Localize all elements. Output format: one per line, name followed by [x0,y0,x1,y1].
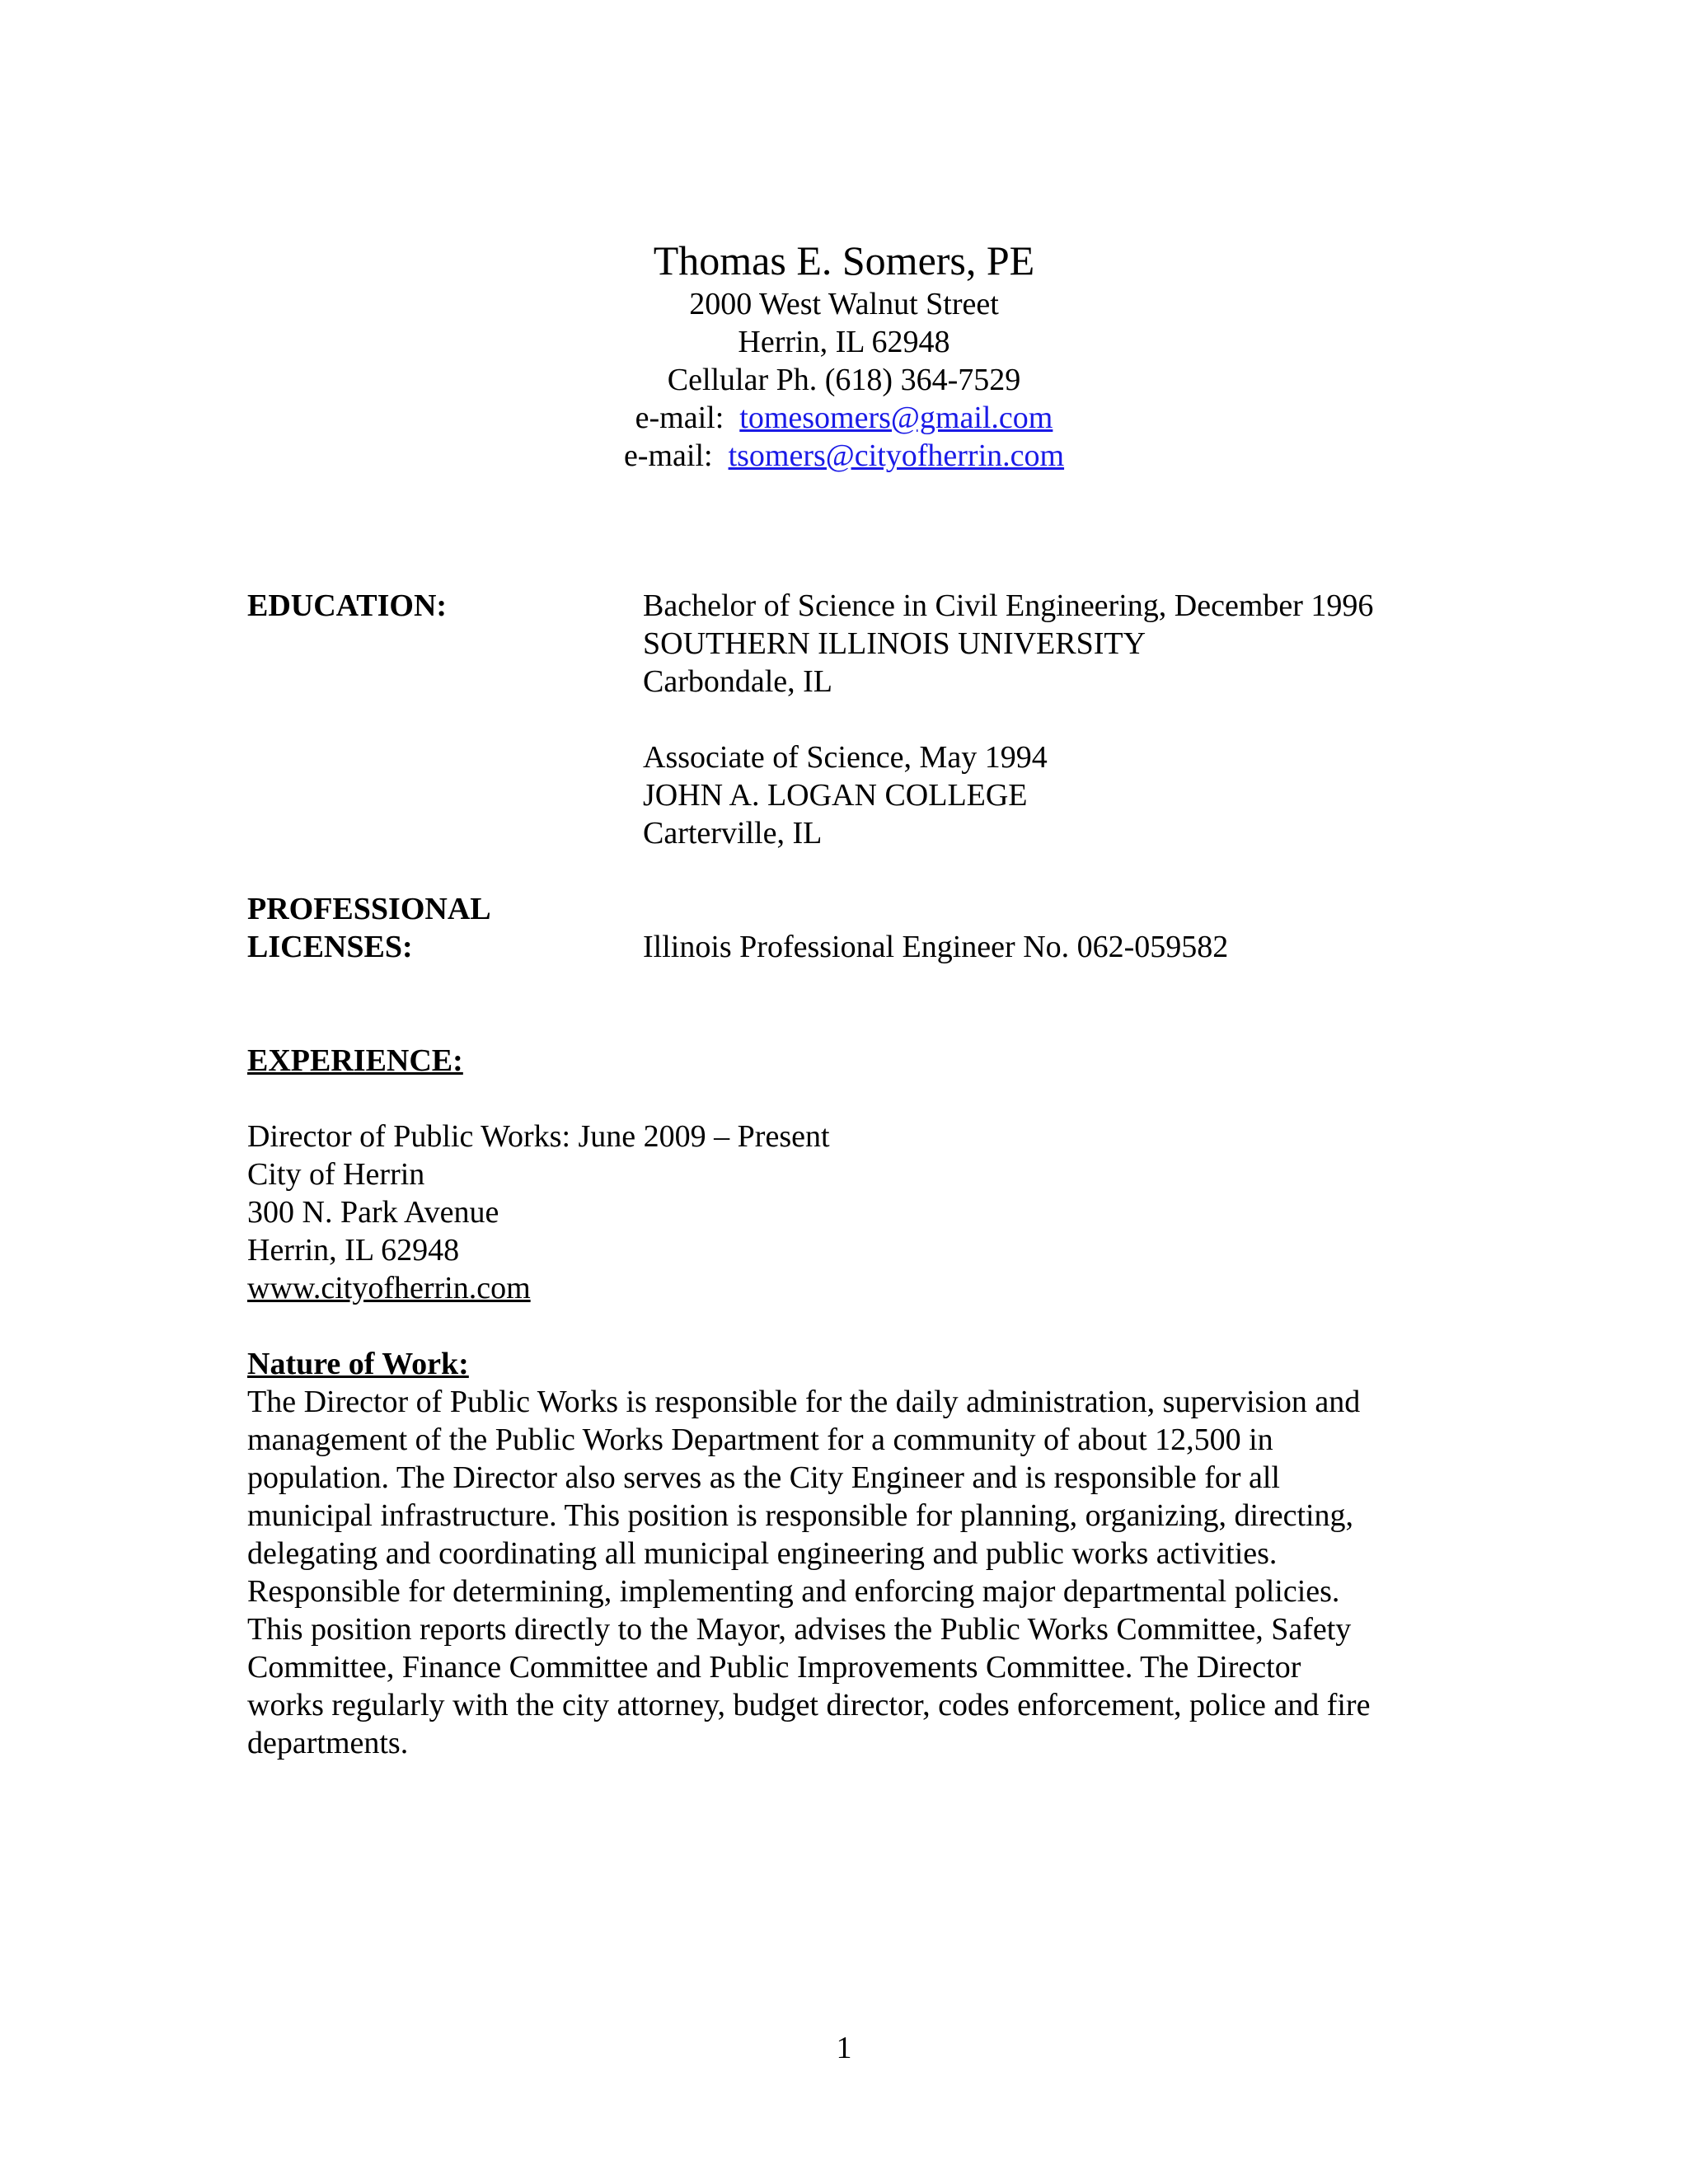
education-school: SOUTHERN ILLINOIS UNIVERSITY [643,626,1146,661]
education-date: , May 1994 [903,740,1048,775]
page-number: 1 [836,2031,852,2065]
paragraph-line: population. The Director also serves as the City Engineer and is responsible for all [247,1460,1280,1495]
paragraph-line: departments. [247,1726,409,1760]
education-label: EDUCATION: [247,588,448,623]
education-school: JOHN A. LOGAN COLLEGE [643,778,1028,813]
employer-website-link[interactable]: www.cityofherrin.com [247,1271,531,1305]
education-degree: Bachelor of Science in Civil Engineering [643,588,1159,623]
email-label: e-mail: [623,438,713,473]
license-value: Illinois Professional Engineer No. 062-059582 [643,930,1229,964]
employer-name: City of Herrin [247,1157,425,1192]
nature-of-work-heading: Nature of Work: [247,1347,469,1381]
education-degree: Associate of Science [643,740,904,775]
paragraph-line: Responsible for determining, implementing and enforcing major departmental policies. [247,1574,1340,1609]
phone-number: Cellular Ph. (618) 364-7529 [667,363,1021,397]
education-entry-2 [643,738,1048,852]
resume-name: Thomas E. Somers, PE [653,237,1035,284]
nature-of-work-paragraph [247,1383,1442,1762]
address-city: Herrin, IL 62948 [738,325,950,359]
employer-city: Herrin, IL 62948 [247,1233,460,1268]
email-link-work[interactable]: tsomers@cityofherrin.com [728,438,1065,473]
paragraph-line: The Director of Public Works is responsible for the daily administration, supervision and [247,1385,1361,1419]
education-location: Carterville, IL [643,816,823,851]
paragraph-line: works regularly with the city attorney, budget director, codes enforcement, police and fire [247,1688,1371,1722]
education-entry-1 [643,587,1373,701]
email-link-personal[interactable]: tomesomers@gmail.com [739,401,1053,435]
experience-heading: EXPERIENCE: [247,1043,463,1078]
paragraph-line: municipal infrastructure. This position is responsible for planning, organizing, directing, [247,1498,1354,1533]
education-location: Carbondale, IL [643,664,833,699]
email-row-1 [0,399,1688,437]
paragraph-line: management of the Public Works Department for a community of about 12,500 in [247,1422,1273,1457]
education-degree-line [643,738,1048,776]
email-label: e-mail: [635,401,724,435]
email-row-2 [0,437,1688,475]
paragraph-line: Committee, Finance Committee and Public Improvements Committee. The Director [247,1650,1301,1685]
paragraph-line: delegating and coordinating all municipal engineering and public works activities. [247,1536,1278,1571]
employer-street: 300 N. Park Avenue [247,1195,499,1230]
paragraph-line: This position reports directly to the Mayor, advises the Public Works Committee, Safety [247,1612,1352,1647]
licenses-label-line2: LICENSES: [247,930,413,964]
position-title: Director of Public Works: June 2009 – Present [247,1119,830,1154]
experience-entry [247,1118,830,1307]
education-date: , December 1996 [1158,588,1374,623]
address-street: 2000 West Walnut Street [689,287,999,321]
education-degree-line [643,587,1373,625]
licenses-label [247,890,491,966]
licenses-label-line1: PROFESSIONAL [247,892,491,926]
